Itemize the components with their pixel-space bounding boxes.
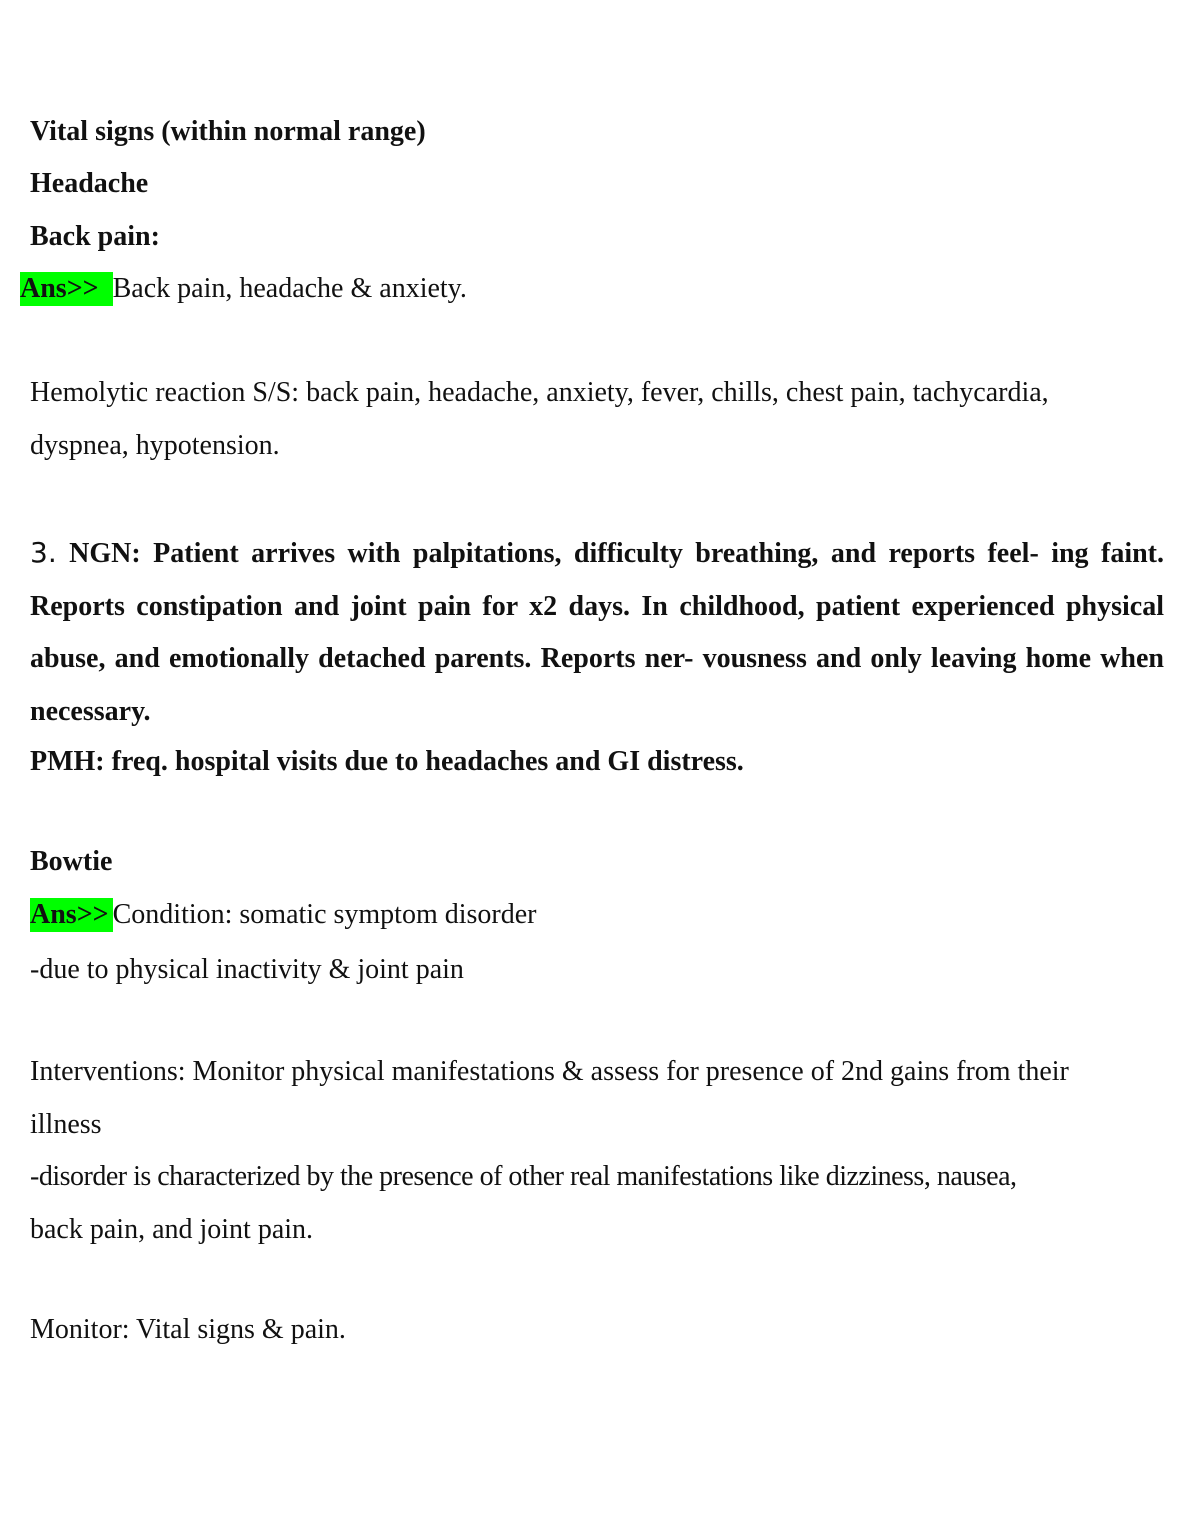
- question-number: 3.: [30, 536, 57, 569]
- answer-text-2: Condition: somatic symptom disorder: [112, 899, 537, 930]
- back-pain-line: Back pain:: [30, 221, 160, 252]
- answer-text-1: Back pain, headache & anxiety.: [112, 273, 467, 304]
- answer-tag-2: Ans>>: [30, 898, 113, 932]
- bowtie-heading: Bowtie: [30, 846, 113, 877]
- interventions-line2: illness: [30, 1109, 102, 1140]
- vital-signs-line: Vital signs (within normal range): [30, 116, 426, 147]
- answer-note: -due to physical inactivity & joint pain: [30, 954, 464, 985]
- question-text: NGN: Patient arrives with palpitations, difficulty breathing, and reports feel- ing faint. Reports constipation and joint pain for x2 days. In childhood, patient experienced physical abuse, and emotionally detached parents. Reports ner- vousness and only leaving home when necessary.: [30, 538, 1165, 727]
- headache-line: Headache: [30, 168, 149, 199]
- answer-line-1: [20, 263, 467, 315]
- answer-line-2: [30, 889, 536, 941]
- hemolytic-explanation-line2: dyspnea, hypotension.: [30, 430, 280, 461]
- disorder-line2: back pain, and joint pain.: [30, 1214, 314, 1245]
- disorder-line1: -disorder is characterized by the presence of other real manifestations like dizziness, nausea,: [30, 1161, 1017, 1192]
- answer-tag-1: Ans>>: [20, 272, 113, 306]
- interventions-line1: Interventions: Monitor physical manifestations & assess for presence of 2nd gains from their: [30, 1056, 1069, 1087]
- monitor-line: Monitor: Vital signs & pain.: [30, 1314, 346, 1345]
- question-3-stem: [30, 527, 1164, 738]
- hemolytic-explanation-line1: Hemolytic reaction S/S: back pain, headache, anxiety, fever, chills, chest pain, tachycardia,: [30, 377, 1049, 408]
- pmh-line: PMH: freq. hospital visits due to headaches and GI distress.: [30, 746, 744, 777]
